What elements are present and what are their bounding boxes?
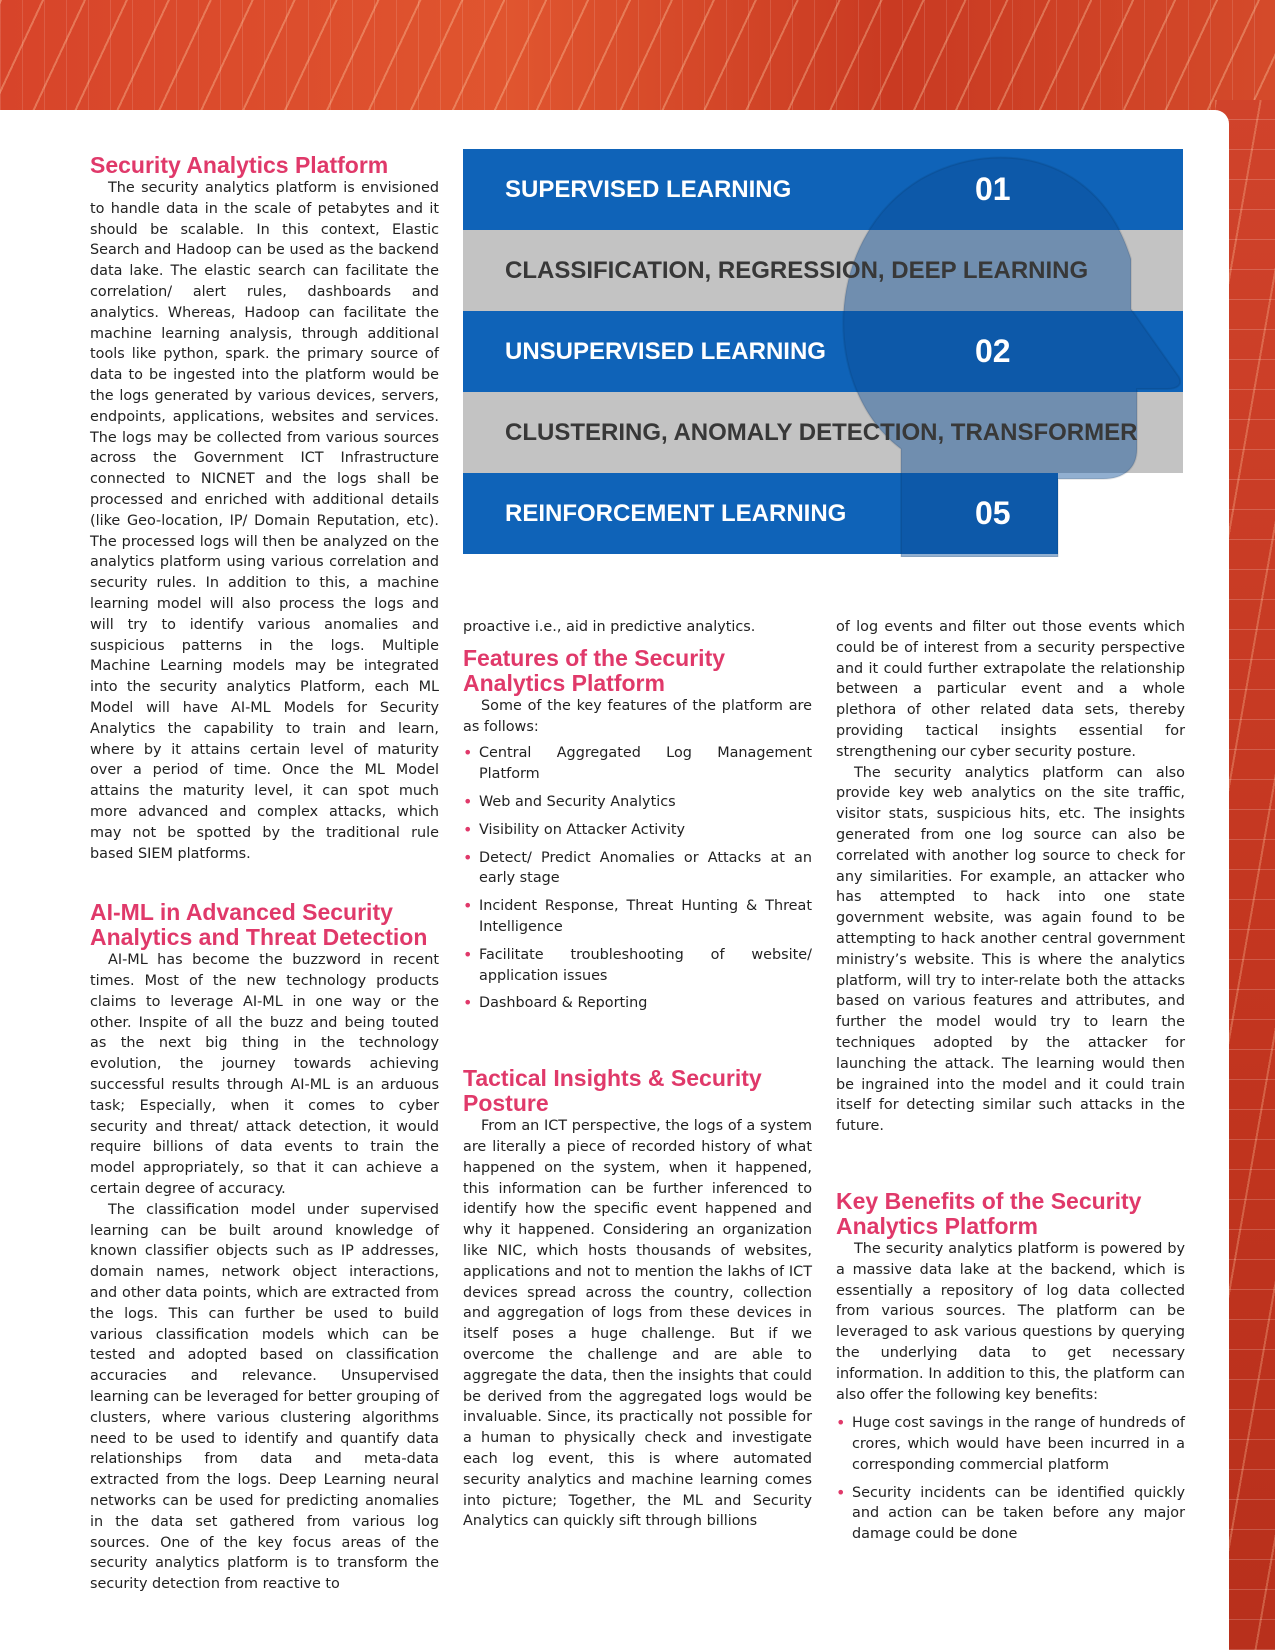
benefits-list bbox=[836, 1413, 1185, 1545]
list-item: • Facilitate troubleshooting of website/ application issues bbox=[463, 945, 812, 987]
benefits-paragraph: The security analytics platform is powered by a massive data lake at the backend, which is essentially a repository of log data collected from various sources. The platform can be leveraged to ask various questions by querying the underlying data to get necessary information. In addition to this, the platform can also offer the following key benefits: bbox=[836, 1240, 1185, 1403]
header-background bbox=[0, 0, 1275, 110]
list-item: • Security incidents can be identified quickly and action can be taken before any major damage could be done bbox=[836, 1483, 1185, 1545]
clustering-label: CLUSTERING, ANOMALY DETECTION, TRANSFORMER bbox=[505, 419, 1138, 446]
section-title-features: Features of the Security Analytics Platform bbox=[463, 644, 726, 696]
tactical-paragraph: From an ICT perspective, the logs of a system are literally a piece of recorded history of what happened on the system, when it happened, this information can be further inferenced to identify how the specific event happened and why it happened. Considering an organization like NIC, which hosts thousands of websites, applications and not to mention the lakhs of ICT devices spread across the country, collection and aggregation of logs from these devices in itself poses a huge challenge. But if we overcome the challenge and are able to aggregate the data, then the insights that could be derived from the aggregated logs would be invaluable. Since, its practically not possible for a human to physically check and investigate each log event, this is where automated security analytics and machine learning comes into picture; Together, the ML and Security Analytics can quickly sift through billions bbox=[463, 1118, 812, 1530]
classification-label: CLASSIFICATION, REGRESSION, DEEP LEARNING bbox=[505, 257, 1089, 284]
section-title-aiml: AI-ML in Advanced Security Analytics and Threat Detection bbox=[90, 899, 428, 951]
continued-paragraph: of log events and filter out those events which could be of interest from a security perspective and it could further extrapolate the relationship between a particular event and a whole plethora of other related data sets, thereby providing tactical insights essential for strengthening our cyber security posture. bbox=[836, 619, 1185, 760]
unsupervised-label: UNSUPERVISED LEARNING bbox=[505, 338, 826, 365]
middle-column bbox=[463, 617, 812, 1532]
list-item: • Central Aggregated Log Management Platform bbox=[463, 743, 812, 785]
section-title-platform: Security Analytics Platform bbox=[90, 152, 389, 178]
list-item: • Web and Security Analytics bbox=[463, 792, 812, 813]
list-item: • Incident Response, Threat Hunting & Threat Intelligence bbox=[463, 896, 812, 938]
section-title-tactical: Tactical Insights & Security Posture bbox=[463, 1065, 762, 1117]
list-item: • Dashboard & Reporting bbox=[463, 993, 812, 1014]
right-column bbox=[836, 617, 1185, 1552]
reinforcement-label: REINFORCEMENT LEARNING bbox=[505, 500, 847, 527]
web-analytics-paragraph: The security analytics platform can also provide key web analytics on the site traffic, visitor stats, suspicious hits, etc. The insights generated from one log source can also be correlated with another log source to check for any similarities. For example, an attacker who has attempted to hack into one state government website, was again found to be attempting to hack another central government ministry’s website. This is where the analytics platform, will try to inter-relate both the attacks based on various features and attributes, and further the model would try to learn the techniques adopted by the attacker for launching the attack. The learning would then be ingrained into the model and it could train itself for detecting similar such attacks in the future. bbox=[836, 764, 1185, 1135]
section-title-benefits: Key Benefits of the Security Analytics Platform bbox=[836, 1187, 1142, 1239]
features-intro: Some of the key features of the platform are as follows: bbox=[463, 697, 812, 735]
platform-paragraph: The security analytics platform is envisioned to handle data in the scale of petabytes and it should be scalable. In this context, Elastic Search and Hadoop can be used as the backend data lake. The elastic search can facilitate the correlation/ alert rules, dashboards and analytics. Whereas, Hadoop can facilitate the machine learning analysis, through additional tools like python, spark. the primary source of data to be ingested into the platform would be the logs generated by various devices, servers, endpoints, applications, websites and services. The logs may be collected from various sources across the Government ICT Infrastructure connected to NICNET and the logs shall be processed and enriched with additional details (like Geo-location, IP/ Domain Reputation, etc). The processed logs will then be analyzed on the analytics platform using various correlation and security rules. In addition to this, a machine learning model will also process the logs and will try to identify various anomalies and suspicious patterns in the logs. Multiple Machine Learning models may be integrated into the security analytics Platform, each ML Model will have AI-ML Models for Security Analytics the capability to train and learn, where by it attains certain level of maturity over a period of time. Once the ML Model attains the maturity level, it can spot much more advanced and complex attacks, which may not be spotted by the traditional rule based SIEM platforms. bbox=[90, 180, 439, 862]
features-list bbox=[463, 743, 812, 1014]
supervised-number: 01 bbox=[975, 171, 1011, 207]
list-item: • Visibility on Attacker Activity bbox=[463, 820, 812, 841]
head-silhouette-icon bbox=[841, 149, 1181, 557]
aiml-paragraph-2: The classification model under supervised learning can be built around knowledge of known classifier objects such as IP addresses, domain names, network object interactions, and other data points, which are extracted from the logs. This can further be used to build various classification models which can be tested and adopted based on classification accuracies and relevance. Unsupervised learning can be leveraged for better grouping of clusters, where various clustering algorithms need to be used to identify and quantify data relationships from data and meta-data extracted from the logs. Deep Learning neural networks can be used for predicting anomalies in the data set gathered from various log sources. One of the key focus areas of the security analytics platform is to transform the security detection from reactive to bbox=[90, 1201, 439, 1593]
unsupervised-number: 02 bbox=[975, 333, 1011, 369]
continued-text: proactive i.e., aid in predictive analytics. bbox=[463, 619, 756, 635]
list-item: • Detect/ Predict Anomalies or Attacks at an early stage bbox=[463, 848, 812, 890]
list-item: • Huge cost savings in the range of hundreds of crores, which would have been incurred in a corresponding commercial platform bbox=[836, 1413, 1185, 1475]
supervised-label: SUPERVISED LEARNING bbox=[505, 176, 792, 203]
ml-infographic bbox=[463, 149, 1185, 557]
aiml-paragraph-1: AI-ML has become the buzzword in recent times. Most of the new technology products claims to leverage AI-ML in one way or the other. Inspite of all the buzz and being touted as the next big thing in the technology evolution, the journey towards achieving successful results through AI-ML is an arduous task; Especially, when it comes to cyber security and threat/ attack detection, it would require billions of data events to train the model appropriately, so that it can achieve a certain degree of accuracy. bbox=[90, 952, 439, 1198]
left-column bbox=[90, 153, 439, 1595]
reinforcement-number: 05 bbox=[975, 495, 1011, 531]
